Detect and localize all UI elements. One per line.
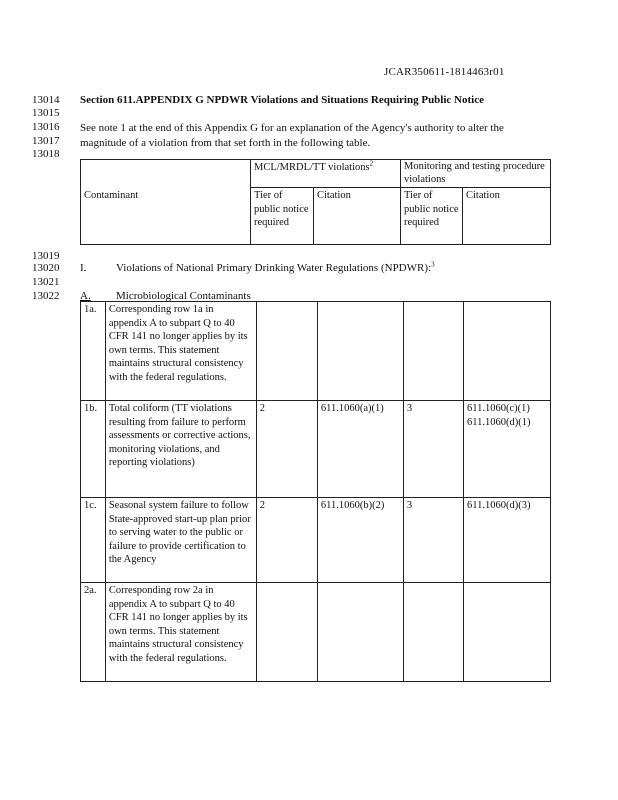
citation-cell: 611.1060(a)(1)	[317, 401, 403, 498]
line-number: 13017	[32, 135, 60, 147]
contaminant-header: Contaminant	[81, 188, 251, 245]
section-title: Section 611.APPENDIX G NPDWR Violations and Situations Requiring Public Notice	[80, 94, 484, 106]
citation-cell	[464, 583, 551, 682]
tier-cell: 2	[256, 401, 317, 498]
section-heading-text: Violations of National Primary Drinking Water Regulations (NPDWR):	[116, 262, 432, 274]
citation-header: Citation	[463, 188, 551, 245]
citation-cell: 611.1060(b)(2)	[317, 498, 403, 583]
header-blank	[81, 160, 251, 188]
footnote-marker: 3	[431, 260, 435, 269]
row-number: 1c.	[81, 498, 106, 583]
contaminant-cell: Total coliform (TT violations resulting from failure to perform assessments or corrective actions, monitoring violations, and reporting violations)	[105, 401, 256, 498]
violations-table	[80, 301, 551, 682]
line-number: 13014	[32, 94, 60, 106]
line-number: 13016	[32, 121, 60, 133]
tier-header: Tier of public notice required	[401, 188, 463, 245]
citation-cell	[464, 302, 551, 401]
row-number: 1b.	[81, 401, 106, 498]
intro-paragraph: See note 1 at the end of this Appendix G for an explanation of the Agency's authority to alter the magnitude of a violation from that set forth in the following table.	[80, 122, 504, 149]
tier-cell	[256, 583, 317, 682]
contaminant-cell: Seasonal system failure to follow State-approved start-up plan prior to serving water to the public or failure to provide certification to the Agency	[105, 498, 256, 583]
tier-cell	[403, 302, 463, 401]
mcl-group-label: MCL/MRDL/TT violations	[254, 162, 370, 173]
monitoring-group-header: Monitoring and testing procedure violations	[401, 160, 551, 188]
citation-cell: 611.1060(c)(1) 611.1060(d)(1)	[464, 401, 551, 498]
row-number: 1a.	[81, 302, 106, 401]
citation-header: Citation	[314, 188, 401, 245]
line-number: 13021	[32, 276, 60, 288]
header-table	[80, 159, 551, 245]
tier-header: Tier of public notice required	[251, 188, 314, 245]
line-number: 13022	[32, 290, 60, 302]
line-number: 13019	[32, 250, 60, 262]
citation-cell	[317, 583, 403, 682]
table-row	[81, 498, 551, 583]
contaminant-cell: Corresponding row 1a in appendix A to subpart Q to 40 CFR 141 no longer applies by its own terms. This statement maintains structural consistency with the federal regulations.	[105, 302, 256, 401]
citation-cell: 611.1060(d)(3)	[464, 498, 551, 583]
tier-cell	[403, 583, 463, 682]
document-id: JCAR350611-1814463r01	[384, 66, 505, 78]
tier-cell: 2	[256, 498, 317, 583]
table-row	[81, 583, 551, 682]
row-number: 2a.	[81, 583, 106, 682]
footnote-marker: 2	[369, 159, 374, 168]
tier-cell: 3	[403, 401, 463, 498]
line-number: 13018	[32, 148, 60, 160]
table-row	[81, 302, 551, 401]
section-heading	[116, 262, 435, 274]
contaminant-cell: Corresponding row 2a in appendix A to subpart Q to 40 CFR 141 no longer applies by its own terms. This statement maintains structural consistency with the federal regulations.	[105, 583, 256, 682]
subsection-number: A.	[80, 290, 91, 302]
tier-cell: 3	[403, 498, 463, 583]
line-number: 13020	[32, 262, 60, 274]
citation-cell	[317, 302, 403, 401]
subsection-heading: Microbiological Contaminants	[116, 290, 251, 302]
tier-cell	[256, 302, 317, 401]
line-number: 13015	[32, 107, 60, 119]
mcl-group-header	[251, 160, 401, 188]
table-row	[81, 401, 551, 498]
section-number: I.	[80, 262, 87, 274]
